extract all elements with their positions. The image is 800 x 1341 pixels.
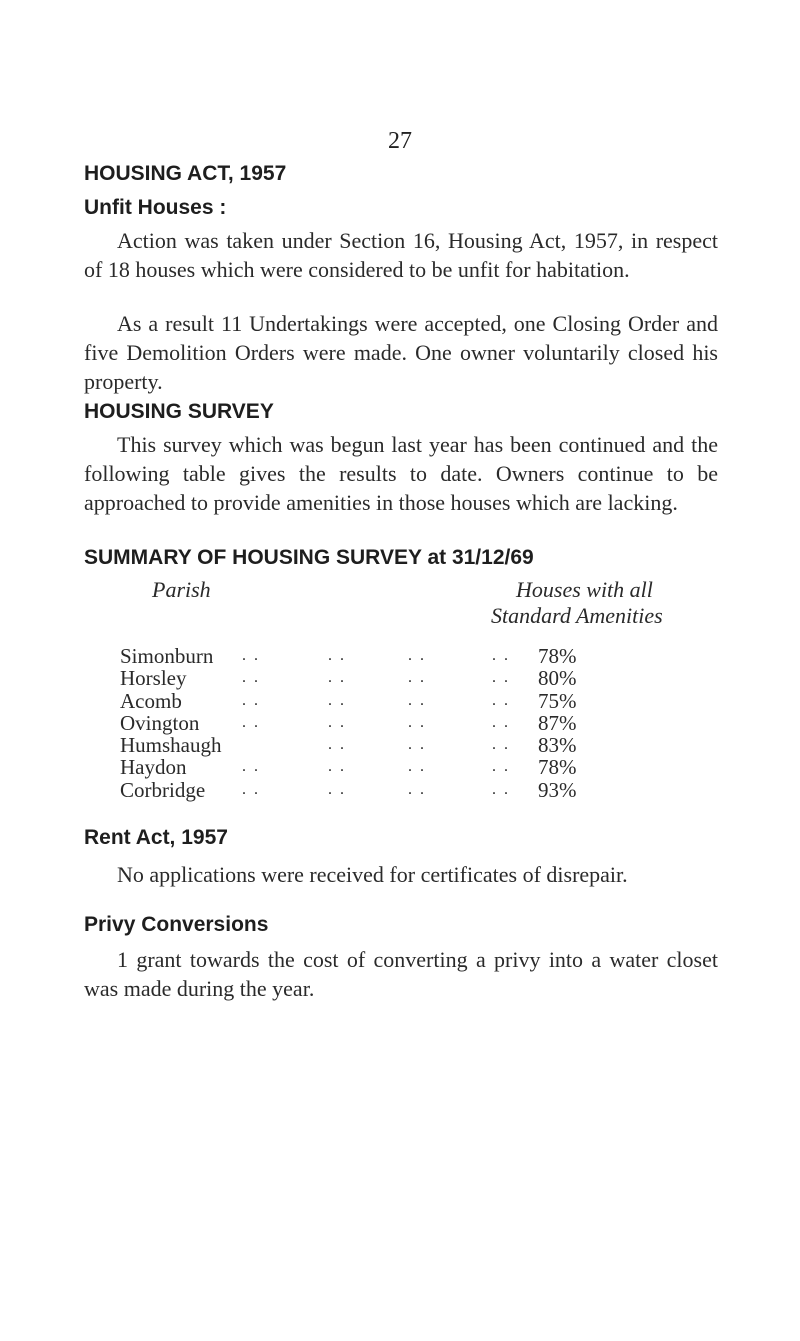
leader-dots: . . . . . . . .: [242, 647, 510, 664]
table-row: [120, 756, 640, 778]
parish-name: Ovington: [120, 710, 200, 735]
privy-conversions-paragraph: 1 grant towards the cost of converting a privy into a water closet was made during the year.: [84, 947, 718, 1001]
parish-name: Haydon: [120, 755, 187, 780]
amenities-percentage: 87%: [538, 710, 577, 735]
table-row: [120, 779, 640, 801]
amenities-column-header-line-2: Standard Amenities: [491, 603, 663, 628]
housing-survey-paragraph: This survey which was begun last year has been continued and the following table gives the results to date. Owners continue to be approached to provide amenities in those houses which are lacking.: [84, 432, 718, 515]
summary-table: [120, 645, 640, 801]
parish-column-header: Parish: [152, 577, 211, 602]
table-row: [120, 712, 640, 734]
rent-act-paragraph: No applications were received for certificates of disrepair.: [117, 862, 628, 887]
privy-conversions-heading: Privy Conversions: [84, 913, 269, 936]
amenities-percentage: 93%: [538, 777, 577, 802]
leader-dots: . . . . . . . .: [242, 691, 510, 709]
leader-dots: . . . . . . . .: [242, 713, 510, 731]
table-row: [120, 645, 640, 667]
amenities-percentage: 78%: [538, 644, 577, 668]
housing-act-heading: HOUSING ACT, 1957: [84, 162, 287, 185]
rent-act-heading: Rent Act, 1957: [84, 826, 228, 849]
unfit-houses-subheading: Unfit Houses :: [84, 196, 227, 219]
table-row: [120, 690, 640, 712]
amenities-percentage: 78%: [538, 755, 577, 780]
amenities-column-header-line-1: Houses with all: [516, 577, 653, 602]
page-number: 27: [388, 128, 412, 154]
parish-name: Simonburn: [120, 644, 214, 668]
parish-name: Horsley: [120, 666, 187, 691]
parish-name: Acomb: [120, 688, 182, 713]
amenities-percentage: 75%: [538, 688, 577, 713]
unfit-houses-paragraph-2: As a result 11 Undertakings were accepted, one Closing Order and five Demolition Orders were made. One owner voluntarily closed his property.: [84, 311, 718, 394]
housing-survey-heading: HOUSING SURVEY: [84, 400, 274, 423]
table-row: [120, 734, 640, 756]
table-row: [120, 667, 640, 689]
parish-name: Humshaugh: [120, 733, 222, 758]
amenities-percentage: 80%: [538, 666, 577, 691]
parish-name: Corbridge: [120, 777, 206, 802]
summary-heading: SUMMARY OF HOUSING SURVEY at 31/12/69: [84, 546, 534, 569]
leader-dots: . . . . . . . .: [242, 758, 510, 776]
amenities-percentage: 83%: [538, 733, 577, 758]
leader-dots: . . . . . . . .: [242, 780, 510, 798]
leader-dots: . . . . . . . .: [242, 669, 510, 687]
unfit-houses-paragraph-1: Action was taken under Section 16, Housing Act, 1957, in respect of 18 houses which were considered to be unfit for habitation.: [84, 228, 718, 282]
leader-dots: . . . . . .: [328, 736, 510, 754]
